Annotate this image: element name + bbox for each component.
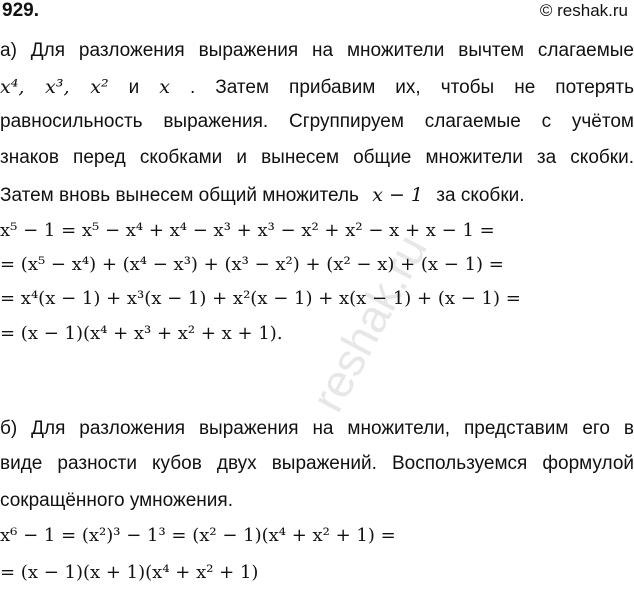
part-b-line-3: сокращённого умножения. bbox=[0, 490, 233, 511]
equation-b-2: = (x − 1)(x + 1)(x⁴ + x² + 1) bbox=[0, 562, 259, 583]
header bbox=[0, 0, 634, 24]
part-a-line-5 bbox=[0, 184, 634, 207]
part-b-line-1: б) Для разложения выражения на множители, представим его в bbox=[0, 418, 634, 439]
part-a-line-3: равносильность выражения. Сгруппируем слагаемые с учётом bbox=[0, 111, 634, 132]
terms-list: x⁴, x³, x² bbox=[0, 76, 109, 98]
part-a-line-1: а) Для разложения выражения на множители вычтем слагаемые bbox=[0, 40, 634, 61]
watermark: reshak.ru bbox=[300, 226, 437, 420]
and-word: и bbox=[128, 77, 140, 98]
site-credit[interactable]: © reshak.ru bbox=[539, 1, 628, 20]
line-5-text: Затем вновь вынесем общий множитель bbox=[0, 185, 359, 206]
problem-number: 929. bbox=[2, 0, 39, 21]
equation-b-1: x⁶ − 1 = (x²)³ − 1³ = (x² − 1)(x⁴ + x² + 1) = bbox=[0, 525, 396, 546]
part-a-line-4: знаков перед скобками и вынесем общие множители за скобки. bbox=[0, 147, 634, 168]
equation-a-1: x⁵ − 1 = x⁵ − x⁴ + x⁴ − x³ + x³ − x² + x² − x + x − 1 = bbox=[0, 220, 495, 241]
line-5-end: за скобки. bbox=[436, 185, 525, 206]
line-2-rest: . Затем прибавим их, чтобы не потерять bbox=[190, 77, 634, 98]
part-b-line-2: виде разности кубов двух выражений. Воспользуемся формулой bbox=[0, 453, 634, 474]
term-x: x bbox=[159, 76, 170, 98]
equation-a-2: = (x⁵ − x⁴) + (x⁴ − x³) + (x³ − x²) + (x² − x) + (x − 1) = bbox=[0, 254, 504, 275]
equation-a-4: = (x − 1)(x⁴ + x³ + x² + x + 1). bbox=[0, 323, 283, 344]
common-factor: x − 1 bbox=[372, 184, 423, 206]
part-a-line-2 bbox=[0, 76, 634, 99]
equation-a-3: = x⁴(x − 1) + x³(x − 1) + x²(x − 1) + x(x − 1) + (x − 1) = bbox=[0, 288, 521, 309]
